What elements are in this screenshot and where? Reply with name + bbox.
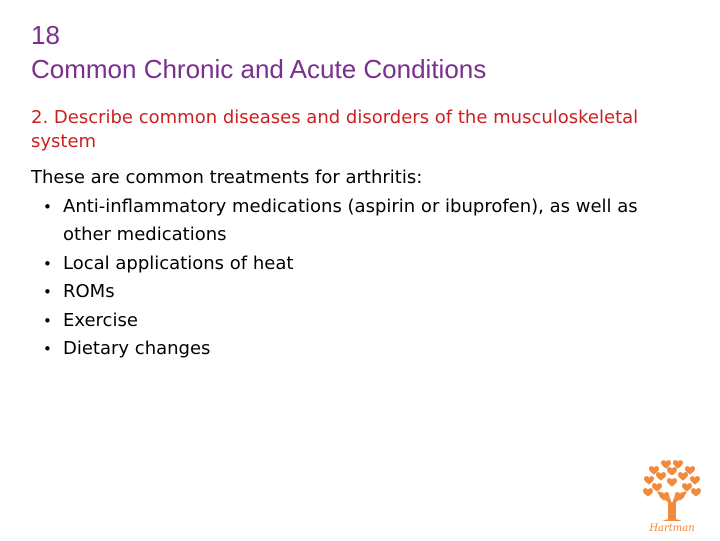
bullet-icon: • <box>43 283 52 301</box>
list-item-text: Anti-inflammatory medications (aspirin or ibuprofen), as well as other medications <box>63 195 638 245</box>
content-body <box>31 164 691 364</box>
list-item <box>43 335 691 364</box>
learning-objective: 2. Describe common diseases and disorders of the musculoskeletal system <box>31 107 639 152</box>
intro-text: These are common treatments for arthritis: <box>31 167 423 188</box>
list-item-text: ROMs <box>63 281 115 302</box>
list-item <box>43 307 691 336</box>
chapter-number: 18 <box>31 20 60 50</box>
list-item-text: Exercise <box>63 309 138 331</box>
hartman-logo <box>640 455 704 537</box>
list-item <box>43 250 691 279</box>
bullet-icon: • <box>43 340 52 358</box>
logo-wordmark: Hartman <box>649 523 695 534</box>
bullet-icon: • <box>43 311 52 330</box>
list-item <box>43 193 691 250</box>
treatment-list <box>31 193 691 364</box>
list-item-text: Local applications of heat <box>63 252 294 274</box>
bullet-icon: • <box>43 254 52 273</box>
chapter-title: Common Chronic and Acute Conditions <box>31 54 487 84</box>
bullet-icon: • <box>43 197 52 216</box>
list-item-text: Dietary changes <box>63 338 211 359</box>
list-item <box>43 278 691 307</box>
slide-title <box>31 18 486 86</box>
